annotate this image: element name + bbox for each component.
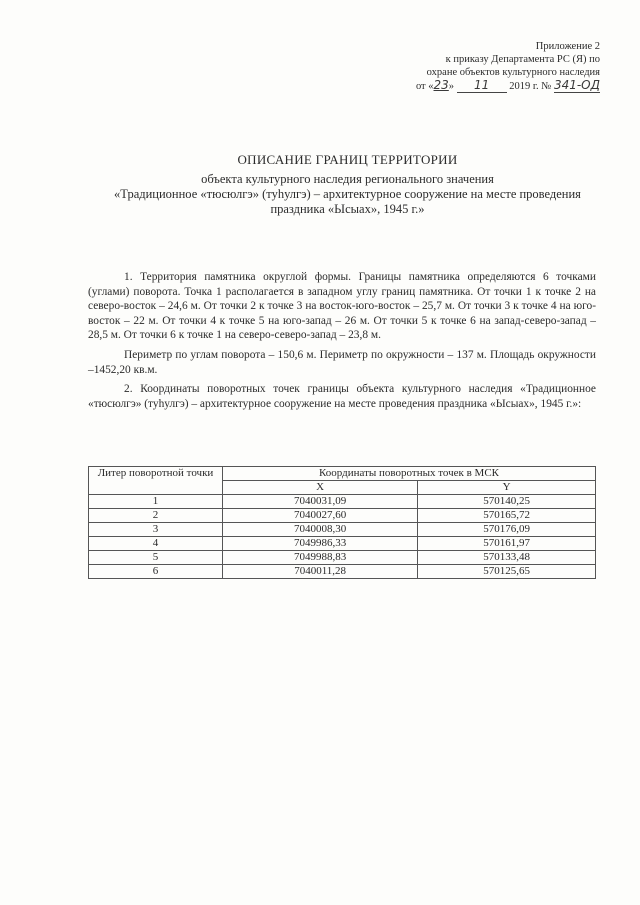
cell-point: 5 (89, 551, 223, 565)
table-row (89, 495, 596, 509)
doc-number: 341-ОД (553, 78, 600, 92)
table-row (89, 551, 596, 565)
table-row (89, 537, 596, 551)
cell-y: 570165,72 (418, 509, 596, 523)
cell-y: 570176,09 (418, 523, 596, 537)
date-day: 23 (433, 78, 449, 92)
cell-y: 570161,97 (418, 537, 596, 551)
paragraph-perimeter: Периметр по углам поворота – 150,6 м. Периметр по окружности – 137 м. Площадь окружности –1452,20 кв.м. (88, 348, 596, 376)
cell-x: 7040008,30 (223, 523, 418, 537)
header-coords: Координаты поворотных точек в МСК (223, 467, 596, 481)
cell-point: 4 (89, 537, 223, 551)
header-y: Y (418, 481, 596, 495)
cell-x: 7049988,83 (223, 551, 418, 565)
annex-line-3: охране объектов культурного наследия (426, 67, 600, 78)
title-block (90, 152, 605, 217)
title-line-3: «Традиционное «тюсюлгэ» (туһулгэ) – архитектурное сооружение на месте проведения (114, 187, 581, 201)
annex-header (370, 40, 600, 93)
paragraph-boundaries: 1. Территория памятника округлой формы. Границы памятника определяются 6 точками (углами) поворота. Точка 1 располагается в западном углу границ памятника. От точки 1 к точке 2 на северо-восток – 24,6 м. От точки 2 к точке 3 на восток-юго-восток – 25,7 м. От точки 3 к точке 4 на юго-восток – 22 м. От точки 4 к точке 5 на юго-запад – 26 м. От точки 5 к точке 6 на запад-северо-запад – 28,5 м. От точки 6 к точке 1 на северо-северо-запад – 23,8 м. (88, 271, 596, 342)
title-line-4: праздника «Ысыах», 1945 г.» (270, 202, 425, 216)
cell-x: 7040011,28 (223, 565, 418, 579)
coordinates-table (88, 466, 596, 579)
table-row (89, 523, 596, 537)
table-row (89, 565, 596, 579)
cell-y: 570140,25 (418, 495, 596, 509)
table-row (89, 509, 596, 523)
annex-line-2: к приказу Департамента РС (Я) по (445, 54, 600, 65)
document-title: ОПИСАНИЕ ГРАНИЦ ТЕРРИТОРИИ (237, 152, 458, 167)
date-month: 11 (457, 79, 507, 93)
cell-point: 1 (89, 495, 223, 509)
cell-point: 2 (89, 509, 223, 523)
annex-line-1: Приложение 2 (535, 41, 600, 52)
date-prefix: от « (415, 81, 434, 92)
title-line-2: объекта культурного наследия регионального значения (201, 172, 494, 186)
cell-point: 3 (89, 523, 223, 537)
date-year: 2019 г. № (509, 81, 552, 92)
cell-point: 6 (89, 565, 223, 579)
annex-date-line (370, 79, 600, 93)
date-mid: » (448, 81, 455, 92)
cell-y: 570133,48 (418, 551, 596, 565)
table-header-row (89, 467, 596, 481)
header-x: X (223, 481, 418, 495)
cell-x: 7040027,60 (223, 509, 418, 523)
cell-x: 7049986,33 (223, 537, 418, 551)
paragraph-coordinates-intro: 2. Координаты поворотных точек границы объекта культурного наследия «Традиционное «тюсюлгэ» (туһулгэ) – архитектурное сооружение на месте проведения праздника «Ысыах», 1945 г.»: (88, 383, 596, 410)
cell-y: 570125,65 (418, 565, 596, 579)
header-point: Литер поворотной точки (89, 467, 223, 495)
cell-x: 7040031,09 (223, 495, 418, 509)
body-text (88, 270, 596, 416)
